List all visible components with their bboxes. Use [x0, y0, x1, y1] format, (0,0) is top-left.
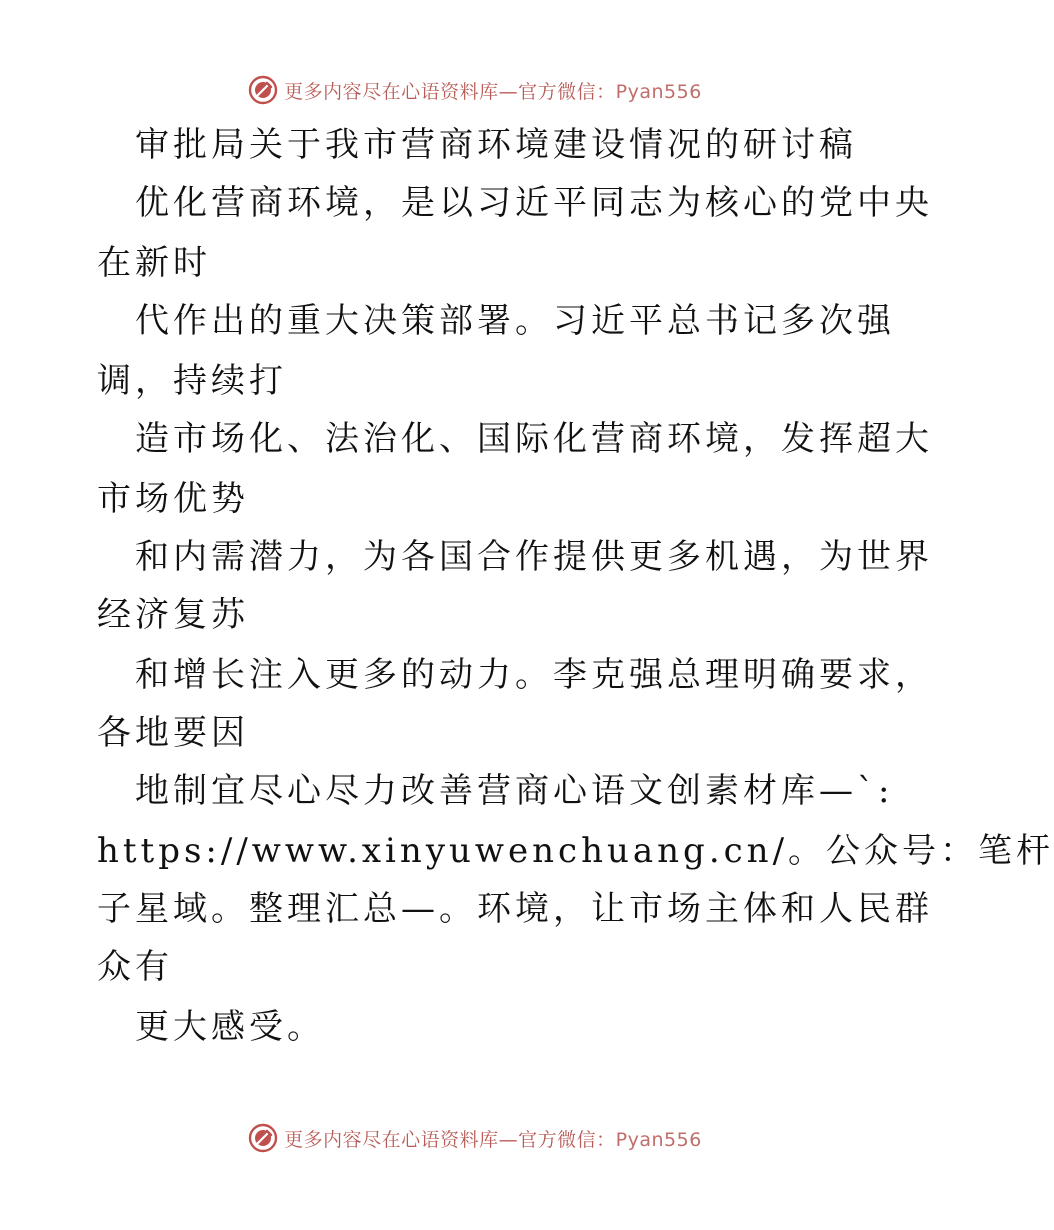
header-watermark — [0, 70, 950, 110]
paragraph-line: 在新时 — [97, 243, 211, 283]
paragraph-line: 调，持续打 — [97, 361, 287, 401]
document-title: 审批局关于我市营商环境建设情况的研讨稿 — [135, 125, 857, 165]
paragraph-line: 市场优势 — [97, 479, 249, 519]
paragraph-line: 和内需潜力，为各国合作提供更多机遇，为世界 — [135, 537, 933, 577]
paragraph-line: 各地要因 — [97, 713, 249, 753]
paragraph-line: 子星域。整理汇总—。环境，让市场主体和人民群 — [97, 889, 933, 929]
watermark-text: 更多内容尽在心语资料库—官方微信：Pyan556 — [284, 80, 702, 103]
paragraph-line: 更大感受。 — [135, 1007, 325, 1047]
watermark-text: 更多内容尽在心语资料库—官方微信：Pyan556 — [284, 1128, 702, 1151]
paragraph-line: 经济复苏 — [97, 595, 249, 635]
paragraph-line: https://www.xinyuwenchuang.cn/。公众号：笔杆 — [97, 831, 1054, 871]
pen-seal-logo-icon — [248, 75, 278, 105]
footer-watermark — [0, 1118, 950, 1158]
paragraph-line: 造市场化、法治化、国际化营商环境，发挥超大 — [135, 419, 933, 459]
paragraph-line: 众有 — [97, 947, 173, 987]
paragraph-line: 地制宜尽心尽力改善营商心语文创素材库—`: — [135, 771, 894, 811]
pen-seal-logo-icon — [248, 1123, 278, 1153]
paragraph-line: 和增长注入更多的动力。李克强总理明确要求， — [135, 655, 933, 695]
paragraph-line: 代作出的重大决策部署。习近平总书记多次强 — [135, 301, 895, 341]
paragraph-line: 优化营商环境，是以习近平同志为核心的党中央 — [135, 183, 933, 223]
